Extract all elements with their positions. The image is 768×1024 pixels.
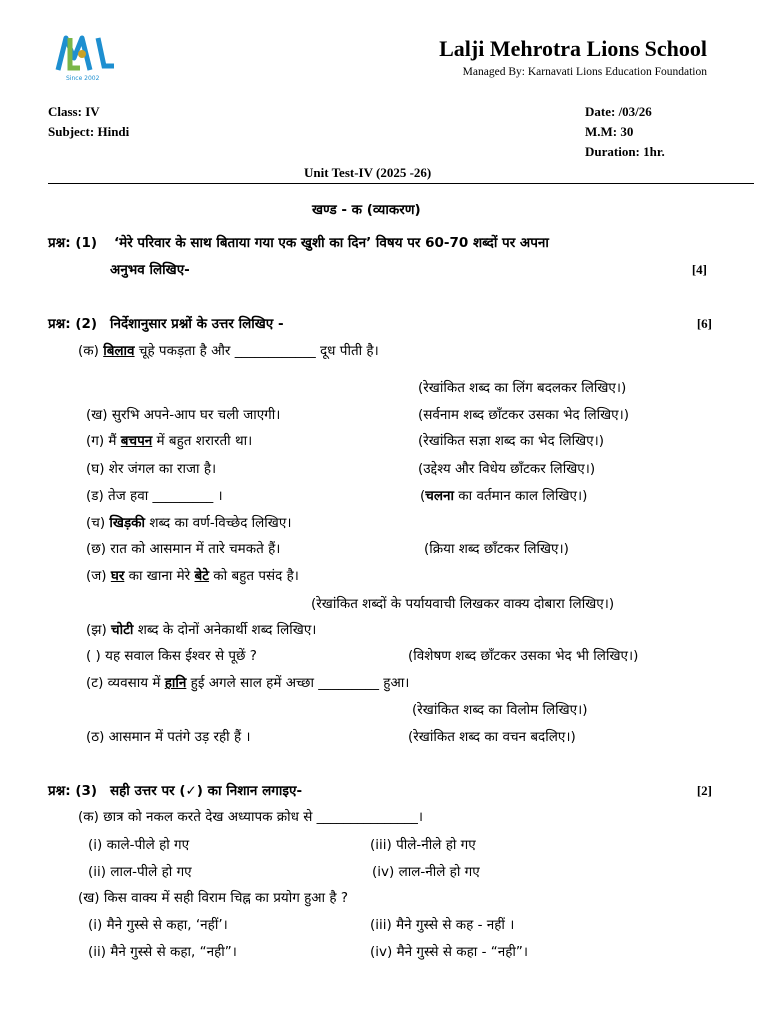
q3-k-option-2: (ii) लाल-पीले हो गए [88,864,192,880]
q1-text-line1: ‘मेरे परिवार के साथ बिताया गया एक खुशी का दिन’ विषय पर 60-70 शब्दों पर अपना [114,235,549,251]
class-label: Class: IV [48,104,100,119]
q3-kh-option-2: (ii) मैने गुस्से से कहा, “नही”। [88,944,237,960]
q3-k-option-3: (iii) पीले-नीले हो गए [370,837,476,853]
q3-kh-option-3: (iii) मैने गुस्से से कह - नहीं । [370,917,515,933]
q2-title: निर्देशानुसार प्रश्नों के उत्तर लिखिए - [110,316,284,332]
lml-logo-icon [52,30,132,82]
q2-th-instruction: (रेखांकित शब्द का वचन बदलिए।) [408,729,576,745]
section-title: खण्ड - क (व्याकरण) [312,202,421,218]
q2-label: प्रश्न: (2) [48,316,98,332]
q2-blank-instruction: (विशेषण शब्द छाँटकर उसका भेद भी लिखिए।) [408,648,639,664]
q1-label: प्रश्न: (1) [48,235,98,251]
q2-t-instruction: (रेखांकित शब्द का विलोम लिखिए।) [412,702,588,718]
q2-j-question: (ज) घर का खाना मेरे बेटे को बहुत पसंद है। [86,568,299,584]
q2-kh-question: (ख) सुरभि अपने-आप घर चली जाएगी। [86,407,281,423]
q2-jh-question: (झ) चोटी शब्द के दोनों अनेकार्थी शब्द लिखिए। [86,622,317,638]
date-label: Date: /03/26 [585,104,652,119]
q2-j-instruction: (रेखांकित शब्दों के पर्यायवाची लिखकर वाक्य दोबारा लिखिए।) [311,596,615,612]
q2-gh-instruction: (उद्देश्य और विधेय छाँटकर लिखिए।) [418,461,596,477]
q3-kh-option-1: (i) मैने गुस्से से कहा, ‘नहीं’। [88,917,228,933]
q3-label: प्रश्न: (3) [48,783,98,799]
school-logo [52,30,132,82]
q2-chh-question: (छ) रात को आसमान में तारे चमकते हैं। [86,541,281,557]
q2-g-question: (ग) मैं बचपन में बहुत शरारती था। [86,433,253,449]
q3-kh-option-4: (iv) मैने गुस्से से कहा - “नही”। [370,944,528,960]
test-title: Unit Test-IV (2025 -26) [304,165,432,180]
q1-text-line2: अनुभव लिखिए- [110,262,190,278]
q2-chh-instruction: (क्रिया शब्द छाँटकर लिखिए।) [424,541,569,557]
q2-g-instruction: (रेखांकित सज्ञा शब्द का भेद लिखिए।) [418,433,605,449]
q3-marks: [2] [696,783,712,798]
q3-title: सही उत्तर पर (✓) का निशान लगाइए- [110,783,303,799]
q2-th-question: (ठ) आसमान में पतंगे उड़ रही हैं । [86,729,251,745]
marks-label: M.M: 30 [585,124,634,139]
q3-k-option-4: (iv) लाल-नीले हो गए [372,864,480,880]
q3-kh-question: (ख) किस वाक्य में सही विराम चिह्न का प्रयोग हुआ है ? [78,890,349,906]
q3-k-question: (क) छात्र को नकल करते देख अध्यापक क्रोध से _______________। [78,809,424,825]
duration-label: Duration: 1hr. [585,144,665,159]
q2-ch-question: (च) खिड़की शब्द का वर्ण-विच्छेद लिखिए। [86,515,292,531]
q2-t-question: (ट) व्यवसाय में हानि हुई अगले साल हमें अच्छा _________ हुआ। [86,675,410,691]
underlined-word: बचपन [120,433,153,449]
q2-k-question: (क) बिलाव चूहे पकड़ता है और ____________ दूध पीती है। [78,343,379,359]
q2-blank-question: ( ) यह सवाल किस ईश्वर से पूछें ? [86,648,257,664]
q2-d-instruction: (चलना का वर्तमान काल लिखिए।) [420,488,588,504]
q3-k-option-1: (i) काले-पीले हो गए [88,837,190,853]
q2-gh-question: (घ) शेर जंगल का राजा है। [86,461,217,477]
q2-k-instruction: (रेखांकित शब्द का लिंग बदलकर लिखिए।) [418,380,627,396]
subject-label: Subject: Hindi [48,124,130,139]
svg-text:Since 2002: Since 2002 [66,75,100,82]
underlined-word: बिलाव [103,343,135,359]
q1-marks: [4] [691,262,707,277]
q2-marks: [6] [696,316,712,331]
managed-by: Managed By: Karnavati Lions Education Foundation [462,66,707,78]
q2-kh-instruction: (सर्वनाम शब्द छाँटकर उसका भेद लिखिए।) [418,407,629,423]
header-divider [48,183,754,184]
q2-d-question: (ड) तेज हवा _________ । [86,488,223,504]
school-name: Lalji Mehrotra Lions School [439,36,707,61]
